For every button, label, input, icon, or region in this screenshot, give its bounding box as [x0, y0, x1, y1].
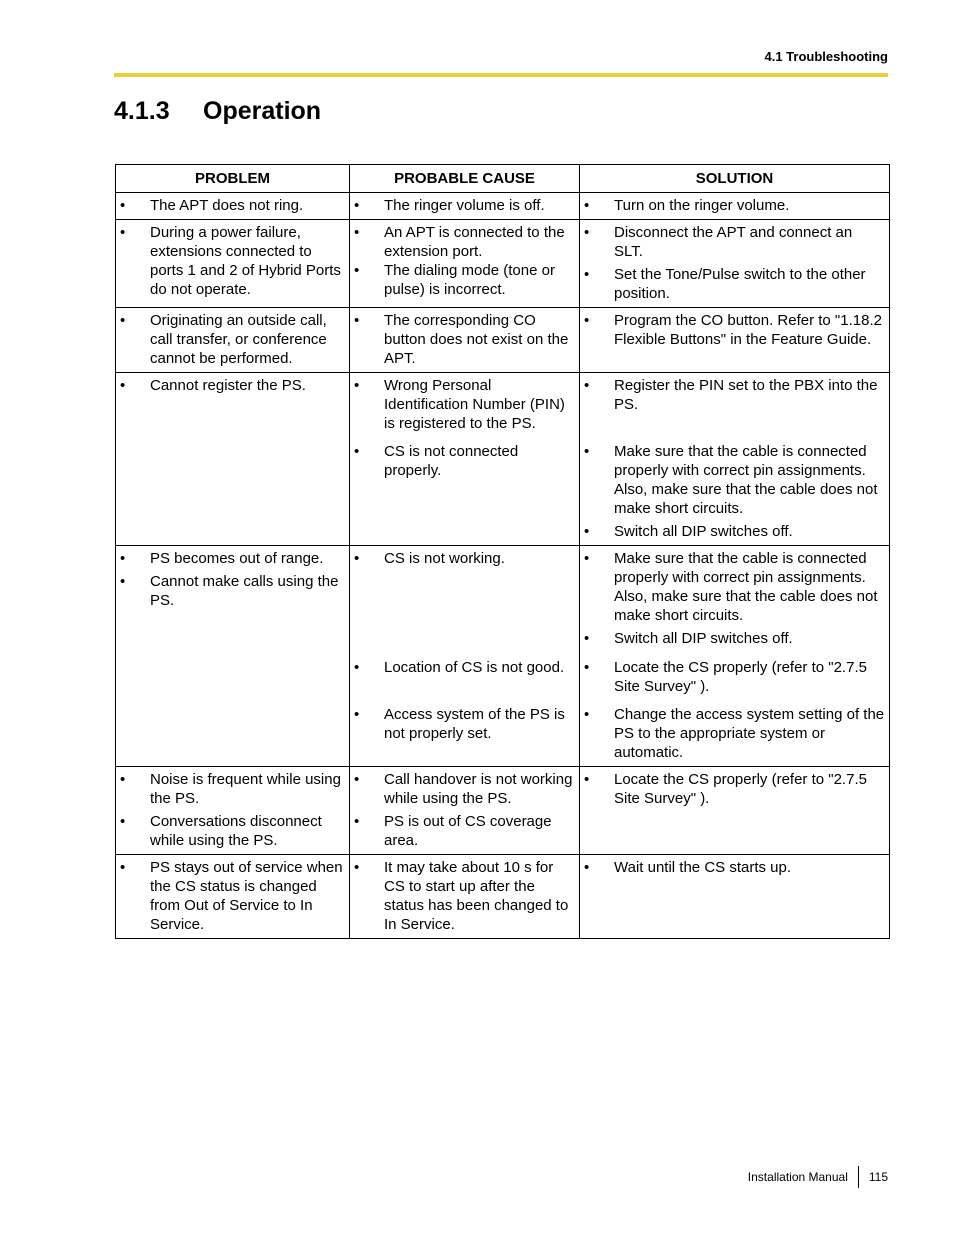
solution-item: • Set the Tone/Pulse switch to the other position. — [580, 265, 885, 303]
solution-item: • Make sure that the cable is connected properly with correct pin assignments. Also, make sure that the cable does not make short circuits. — [580, 442, 885, 518]
cause-cell — [350, 220, 580, 308]
solution-cell — [580, 767, 890, 855]
table-row — [116, 220, 890, 308]
cause-item: • The dialing mode (tone or pulse) is incorrect. — [350, 261, 575, 299]
cause-item: • CS is not working. — [350, 549, 575, 568]
problem-cell — [116, 855, 350, 939]
problem-item: • Noise is frequent while using the PS. — [116, 770, 345, 808]
solution-cell — [580, 373, 890, 546]
problem-cell — [116, 193, 350, 220]
running-header: 4.1 Troubleshooting — [764, 49, 888, 64]
problem-item: • During a power failure, extensions connected to ports 1 and 2 of Hybrid Ports do not operate. — [116, 223, 345, 299]
solution-item: • Turn on the ringer volume. — [580, 196, 885, 215]
problem-item: • The APT does not ring. — [116, 196, 345, 215]
problem-item: • PS becomes out of range. — [116, 549, 345, 568]
solution-item: • Disconnect the APT and connect an SLT. — [580, 223, 885, 261]
cause-item: • Wrong Personal Identification Number (PIN) is registered to the PS. — [350, 376, 575, 433]
problem-item: • Originating an outside call, call transfer, or conference cannot be performed. — [116, 311, 345, 368]
cause-item: • Location of CS is not good. — [350, 658, 575, 677]
cause-cell — [350, 855, 580, 939]
page-number: 115 — [868, 1170, 888, 1184]
cause-item: • PS is out of CS coverage area. — [350, 812, 575, 850]
cause-cell — [350, 546, 580, 767]
troubleshooting-table — [115, 164, 890, 939]
cause-item: • Call handover is not working while using the PS. — [350, 770, 575, 808]
problem-cell — [116, 767, 350, 855]
solution-cell — [580, 220, 890, 308]
cause-item: • An APT is connected to the extension port. — [350, 223, 575, 261]
problem-item: • Cannot register the PS. — [116, 376, 345, 395]
problem-item: • Cannot make calls using the PS. — [116, 572, 345, 610]
problem-item: • PS stays out of service when the CS status is changed from Out of Service to In Service. — [116, 858, 345, 934]
solution-cell — [580, 855, 890, 939]
cause-item: • Access system of the PS is not properly set. — [350, 705, 575, 743]
cause-cell — [350, 308, 580, 373]
solution-item: • Program the CO button. Refer to "1.18.2 Flexible Buttons" in the Feature Guide. — [580, 311, 885, 349]
solution-item: • Wait until the CS starts up. — [580, 858, 885, 877]
problem-cell — [116, 546, 350, 767]
table-row — [116, 767, 890, 855]
solution-item: • Change the access system setting of the PS to the appropriate system or automatic. — [580, 705, 885, 762]
solution-item: • Switch all DIP switches off. — [580, 629, 885, 648]
problem-cell — [116, 308, 350, 373]
table-row — [116, 546, 890, 767]
footer-divider — [858, 1166, 859, 1188]
section-title: Operation — [203, 97, 322, 125]
problem-item: • Conversations disconnect while using the PS. — [116, 812, 345, 850]
cause-item: • CS is not connected properly. — [350, 442, 575, 480]
cause-item: • It may take about 10 s for CS to start up after the status has been changed to In Service. — [350, 858, 575, 934]
solution-cell — [580, 546, 890, 767]
problem-cell — [116, 220, 350, 308]
problem-cell — [116, 373, 350, 546]
table-row — [116, 373, 890, 546]
solution-item: • Register the PIN set to the PBX into the PS. — [580, 376, 885, 414]
cause-item: • The ringer volume is off. — [350, 196, 575, 215]
column-header-solution: SOLUTION — [580, 165, 890, 193]
section-heading — [114, 97, 321, 126]
table-row — [116, 855, 890, 939]
column-header-probable-cause: PROBABLE CAUSE — [350, 165, 580, 193]
cause-cell — [350, 193, 580, 220]
column-header-problem: PROBLEM — [116, 165, 350, 193]
cause-cell — [350, 767, 580, 855]
cause-item: • The corresponding CO button does not exist on the APT. — [350, 311, 575, 368]
manual-name: Installation Manual — [747, 1170, 848, 1184]
solution-item: • Locate the CS properly (refer to "2.7.5 Site Survey" ). — [580, 770, 885, 808]
solution-item: • Locate the CS properly (refer to "2.7.5 Site Survey" ). — [580, 658, 885, 696]
solution-item: • Make sure that the cable is connected properly with correct pin assignments. Also, make sure that the cable does not make short circuits. — [580, 549, 885, 625]
page-footer — [748, 1166, 888, 1188]
table-row — [116, 193, 890, 220]
table-header-row — [116, 165, 890, 193]
solution-cell — [580, 193, 890, 220]
section-number: 4.1.3 — [114, 97, 170, 125]
table-row — [116, 308, 890, 373]
solution-item: • Switch all DIP switches off. — [580, 522, 885, 541]
cause-cell — [350, 373, 580, 546]
solution-cell — [580, 308, 890, 373]
header-rule — [114, 73, 888, 77]
